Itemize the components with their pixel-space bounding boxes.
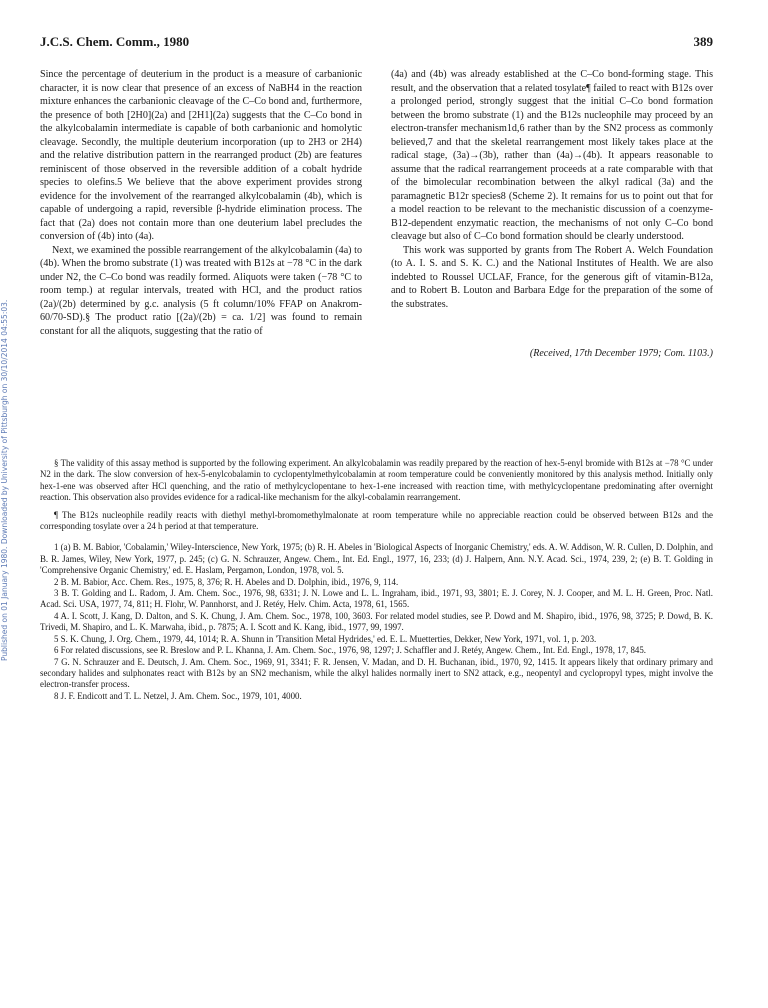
received-date: (Received, 17th December 1979; Com. 1103.) (529, 348, 713, 359)
reference: 3 B. T. Golding and L. Radom, J. Am. Chem. Soc., 1976, 98, 6331; J. N. Lowe and L. L. Ingraham, ibid., 1971, 93, 3801; E. J. Corey, N. J. Cooper, and M. L. H. Green, Proc. Natl. Acad. Sci. USA, 1977, 74, 811; H. Flohr, W. Pannhorst, and J. Retéy, Helv. Chim. Acta, 1978, 61, 1565. (40, 588, 713, 610)
page-header (40, 34, 713, 54)
paragraph: (4a) and (4b) was already established at the C–Co bond-forming stage. This result, and the observation that a related tosylate¶ failed to react with B12s over a prolonged period, strongly suggest that the initial C–Co bond formation between the bromo substrate (1) and the B12s nucleophile may proceed by an electron-transfer mechanism1d,6 rather than by the SN2 process as commonly believed,7 and that the skeletal rearrangement most likely takes place at the radical stage, (3a)→(3b), rather than (4a)→(4b). It appears reasonable to assume that the radical rearrangement proceeds at a rate comparable with that of the bimolecular recombination between the alkyl radical (3a) and the paramagnetic B12r species8 (Scheme 2). It remains for us to point out that for a model reaction to be relevant to the mechanistic discussion of a coenzyme-B12-dependent enzymatic reaction, the mechanisms of not only C–Co bond cleavage but also of C–Co bond formation should be clearly understood. (391, 69, 713, 242)
paragraph: Since the percentage of deuterium in the product is a measure of carbanionic character, it is now clear that presence of an excess of NaBH4 in the reaction mixture enhances the carbanionic cleavage of the C–Co bond and, furthermore, the presence of both [2H0](2a) and [2H1](2a) suggests that the C–Co bond in the alkylcobalamin intermediate is capable of both carbanionic and homolytic cleavage. Secondly, the multiple deuterium incorporation (up to 2H3 or 2H4) and the relative distribution pattern in the rearranged product (2b) are features reminiscent of those observed in the reversible addition of a cobalt hydride species to olefins.5 We believe that the above experiment provides strong evidence for the involvement of the rearranged alkylcobalamin (4b), which is capable of undergoing a rapid, reversible β-hydride elimination process. The fact that (2a) does not contain more than one deuterium label precludes the conversion of (4b) into (4a). (40, 69, 362, 242)
reference: 6 For related discussions, see R. Breslow and P. L. Khanna, J. Am. Chem. Soc., 1976, 98, 1297; J. Schaffler and J. Retéy, Angew. Chem., Int. Ed. Engl., 1978, 17, 845. (54, 645, 647, 656)
provenance-sidebar: Published on 01 January 1980. Downloaded by University of Pittsburgh on 30/10/2014 04:55:03. (0, 299, 9, 661)
reference: 5 S. K. Chung, J. Org. Chem., 1979, 44, 1014; R. A. Shunn in 'Transition Metal Hydrides,' ed. E. L. Muetterties, Dekker, New York, 1971, vol. 1, p. 203. (54, 633, 597, 644)
footnotes (40, 458, 713, 702)
page-number: 389 (693, 34, 713, 49)
reference: 4 A. I. Scott, J. Kang, D. Dalton, and S. K. Chung, J. Am. Chem. Soc., 1978, 100, 3603. For related model studies, see P. Dowd and M. Shapiro, ibid., 1976, 98, 3725; P. Dowd, B. K. Trivedi, M. Shapiro, and L. K. Marwaha, ibid., p. 7875; A. I. Scott and K. Kang, ibid., 1977, 99, 1997. (40, 610, 713, 633)
left-column (40, 68, 362, 338)
body-columns (40, 68, 713, 458)
reference: 7 G. N. Schrauzer and E. Deutsch, J. Am. Chem. Soc., 1969, 91, 3341; F. R. Jensen, V. Madan, and D. H. Buchanan, ibid., 1970, 92, 1415. It appears likely that ordinary primary and secondary halides and sulphonates react with B12s by an SN2 mechanism, while the alkyl halides normally inert to SN2 attack, e.g., neopentyl and cyclopropyl types, might involve the electron-transfer process. (40, 656, 713, 690)
acknowledgements: This work was supported by grants from The Robert A. Welch Foundation (to A. I. S. and S. K. C.) and the National Institutes of Health. We are also indebted to Roussel UCLAF, France, for the generous gift of vitamin-B12a, and to Robert B. Louton and Barbara Edge for the preparation of the some of the substrates. (391, 244, 713, 310)
reference: 1 (a) B. M. Babior, 'Cobalamin,' Wiley-Interscience, New York, 1975; (b) R. H. Abeles in 'Biological Aspects of Inorganic Chemistry,' eds. A. W. Addison, W. R. Cullen, D. Dolphin, and B. R. James, Wiley, New York, 1977, p. 245; (c) G. N. Schrauzer, Angew. Chem., Int. Ed. Engl., 1977, 16, 233; (d) J. Halpern, Ann. N.Y. Acad. Sci., 1974, 239, 2; (e) B. T. Golding in 'Comprehensive Organic Chemistry,' ed. E. Haslam, Pergamon, London, 1978, vol. 5. (40, 542, 713, 576)
right-column (391, 68, 713, 361)
reference: 2 B. M. Babior, Acc. Chem. Res., 1975, 8, 376; R. H. Abeles and D. Dolphin, ibid., 1976, 9, 114. (54, 576, 399, 587)
paragraph: Next, we examined the possible rearrangement of the alkylcobalamin (4a) to (4b). When the bromo substrate (1) was treated with B12s at −78 °C in the dark under N2, the C–Co bond was readily formed. Aliquots were taken (−78 °C to room temp.) at regular intervals, treated with HCl, and the product ratios (2a)/(2b) determined by g.c. analysis (5 ft column/10% FFAP on Anakrom-60/70-SD).§ The product ratio [(2a)/(2b) = ca. 1/2] was found to remain constant for all the aliquots, suggesting that the ratio of (40, 244, 362, 337)
journal-citation: J.C.S. Chem. Comm., 1980 (40, 34, 190, 49)
footnote: ¶ The B12s nucleophile readily reacts with diethyl methyl-bromomethylmalonate at room temperature while no appreciable reaction could be observed between B12s and the corresponding tosylate over a 24 h period at that temperature. (40, 509, 713, 532)
reference: 8 J. F. Endicott and T. L. Netzel, J. Am. Chem. Soc., 1979, 101, 4000. (54, 690, 302, 701)
reference-list (40, 542, 713, 702)
footnote: § The validity of this assay method is supported by the following experiment. An alkylcobalamin was readily prepared by the reaction of hex-5-enyl bromide with B12s at −78 °C under N2 in the dark. The slow conversion of hex-5-enylcobalamin to cyclopentylmethylcobalamin at room temperature could be conveniently monitored by this analysis method. Initially only hex-1-ene was observed after HCl quenching, and the ratio of methylcyclopentane to hex-1-ene increased with reaction time, with methylcyclopentane predominating after overnight reaction. This observation also provides evidence for a radical-like mechanism for the alkyl-cobalamin rearrangement. (40, 458, 713, 503)
